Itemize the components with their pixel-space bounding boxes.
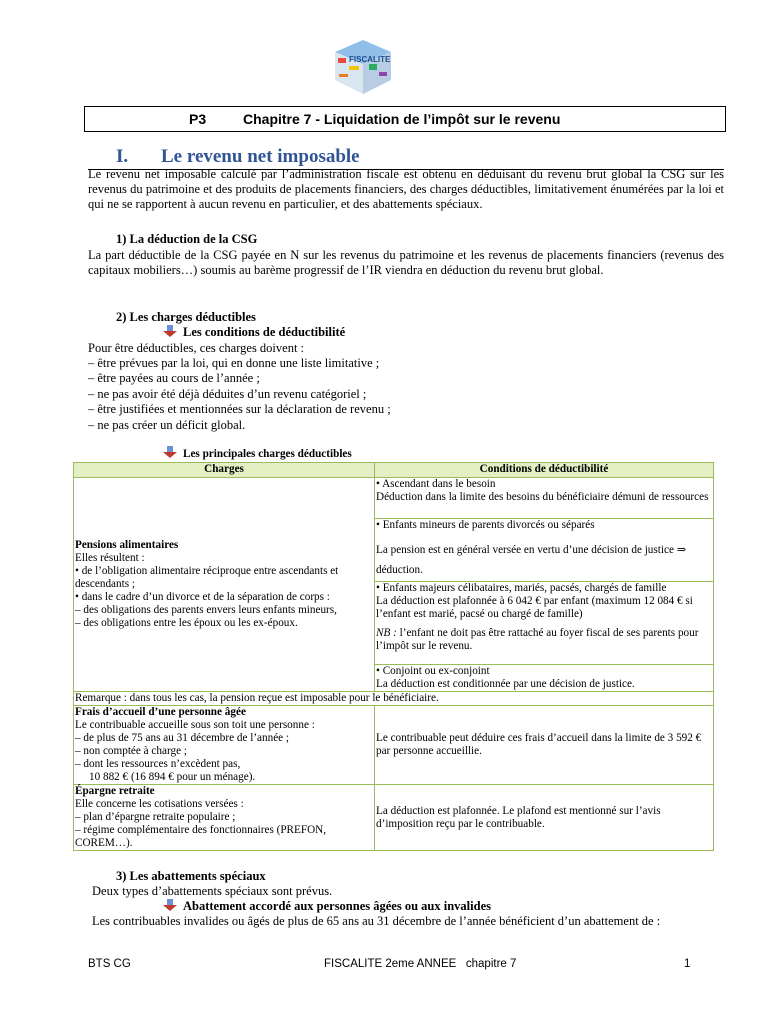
condition-minors xyxy=(375,519,714,582)
conditions-intro: Pour être déductibles, ces charges doivent : xyxy=(88,341,305,355)
down-arrow-icon xyxy=(163,446,177,458)
footer-center: FISCALITE 2eme ANNEE chapitre 7 xyxy=(324,958,517,970)
text-line: Déduction dans la limite des besoins du bénéficiaire démuni de ressources xyxy=(376,491,709,503)
text-line: La déduction est conditionnée par une décision de justice. xyxy=(376,678,635,690)
text-line: • de l’obligation alimentaire réciproque entre ascendants et descendants ; xyxy=(75,565,339,590)
text-line: 10 882 € (16 894 € pour un ménage). xyxy=(75,771,256,783)
pensions-title: Pensions alimentaires xyxy=(75,539,179,551)
page-number: 1 xyxy=(684,958,691,970)
list-item: – être payées au cours de l’année ; xyxy=(88,371,260,386)
down-arrow-icon xyxy=(163,325,177,337)
frais-condition: Le contribuable peut déduire ces frais d’accueil dans la limite de 3 592 € par personne accueillie. xyxy=(375,706,714,785)
svg-text:FISCALITE: FISCALITE xyxy=(349,55,391,64)
table-row xyxy=(74,706,714,785)
intro-paragraph: Le revenu net imposable calculé par l’administration fiscale est obtenu en déduisant du revenu brut global la CSG sur les revenus du patrimoine et des produits de placements financiers, des charges déductibles, limitativement énumérées par la loi et qui ne se rapportent à aucun revenu en particulier, et des abattements spéciaux. xyxy=(88,167,724,212)
text-line: La pension est en général versée en vertu d’une décision de justice ⇒ déduction. xyxy=(376,544,687,576)
text-line: • dans le cadre d’un divorce et de la séparation de corps : xyxy=(75,591,330,603)
epargne-condition: La déduction est plafonnée. Le plafond est mentionné sur l’avis d’imposition reçu par le contribuable. xyxy=(375,785,714,851)
part-label: P3 xyxy=(189,111,207,127)
condition-ascendant xyxy=(375,478,714,519)
text-line: – régime complémentaire des fonctionnaires (PREFON, COREM…). xyxy=(75,824,327,849)
remark-cell: Remarque : dans tous les cas, la pension reçue est imposable pour le bénéficiaire. xyxy=(74,692,714,706)
text-line: – dont les ressources n’excèdent pas, xyxy=(75,758,241,770)
chapter-title: Chapitre 7 - Liquidation de l’impôt sur le revenu xyxy=(243,111,561,127)
text-line: • Conjoint ou ex-conjoint xyxy=(376,665,490,677)
pensions-cell xyxy=(74,478,375,692)
text-line: Le contribuable accueille sous son toit une personne : xyxy=(75,719,315,731)
table-header-row xyxy=(74,463,714,478)
deductible-charges-table xyxy=(73,462,714,851)
table-row xyxy=(74,478,714,519)
abattement-heading: Abattement accordé aux personnes âgées ou aux invalides xyxy=(163,899,491,914)
col-charges: Charges xyxy=(74,463,375,478)
table-row xyxy=(74,785,714,851)
condition-spouse xyxy=(375,665,714,692)
text-line: • Enfants majeurs célibataires, mariés, pacsés, chargés de famille xyxy=(376,582,667,594)
abattement-paragraph: Les contribuables invalides ou âgés de plus de 65 ans au 31 décembre de l’année bénéficient d’un abattement de : xyxy=(92,914,661,928)
list-item: – ne pas créer un déficit global. xyxy=(88,417,246,432)
text-line: • Ascendant dans le besoin xyxy=(376,478,496,490)
chapter-title-box xyxy=(84,106,726,132)
frais-cell xyxy=(74,706,375,785)
text-line: – de plus de 75 ans au 31 décembre de l’année ; xyxy=(75,732,290,744)
nb-note: NB : l’enfant ne doit pas être rattaché au foyer fiscal de ses parents pour l’impôt sur le revenu. xyxy=(376,627,699,652)
text-line: La déduction est plafonnée à 6 042 € par enfant (maximum 12 084 € si l’enfant est marié, pacsé ou chargé de famille) xyxy=(376,595,693,620)
sub1-title: 1) La déduction de la CSG xyxy=(116,232,258,246)
col-conditions: Conditions de déductibilité xyxy=(375,463,714,478)
conditions-heading: Les conditions de déductibilité xyxy=(163,325,345,340)
abattements-intro: Deux types d’abattements spéciaux sont prévus. xyxy=(92,884,333,898)
text-line: – non comptée à charge ; xyxy=(75,745,187,757)
down-arrow-icon xyxy=(163,899,177,911)
epargne-title: Épargne retraite xyxy=(75,785,155,797)
section-title: Le revenu net imposable xyxy=(161,146,360,167)
epargne-cell xyxy=(74,785,375,851)
sub3-title: 3) Les abattements spéciaux xyxy=(116,869,266,883)
table-row xyxy=(74,692,714,706)
sub2-title: 2) Les charges déductibles xyxy=(116,310,256,324)
condition-adults xyxy=(375,582,714,665)
frais-title: Frais d’accueil d’une personne âgée xyxy=(75,706,246,718)
fiscalite-logo-cube xyxy=(333,38,393,96)
list-item: – ne pas avoir été déjà déduites d’un revenu catégoriel ; xyxy=(88,386,367,401)
csg-paragraph: La part déductible de la CSG payée en N sur les revenus du patrimoine et les revenus de placements financiers (revenus des capitaux mobiliers…) soumis au barème progressif de l’IR viendra en déduction du revenu brut global. xyxy=(88,248,724,278)
footer-left: BTS CG xyxy=(88,958,131,970)
text-line: Elles résultent : xyxy=(75,552,145,564)
text-line: Elle concerne les cotisations versées : xyxy=(75,798,244,810)
list-item: – être justifiées et mentionnées sur la déclaration de revenu ; xyxy=(88,402,391,417)
text-line: – des obligations entre les époux ou les ex-époux. xyxy=(75,617,298,629)
text-line: – plan d’épargne retraite populaire ; xyxy=(75,811,236,823)
table-heading: Les principales charges déductibles xyxy=(163,446,352,460)
text-line: • Enfants mineurs de parents divorcés ou séparés xyxy=(376,519,595,531)
list-item: – être prévues par la loi, qui en donne une liste limitative ; xyxy=(88,356,380,370)
text-line: – des obligations des parents envers leurs enfants mineurs, xyxy=(75,604,337,616)
section-number: I. xyxy=(116,146,129,167)
conditions-list xyxy=(88,356,391,433)
